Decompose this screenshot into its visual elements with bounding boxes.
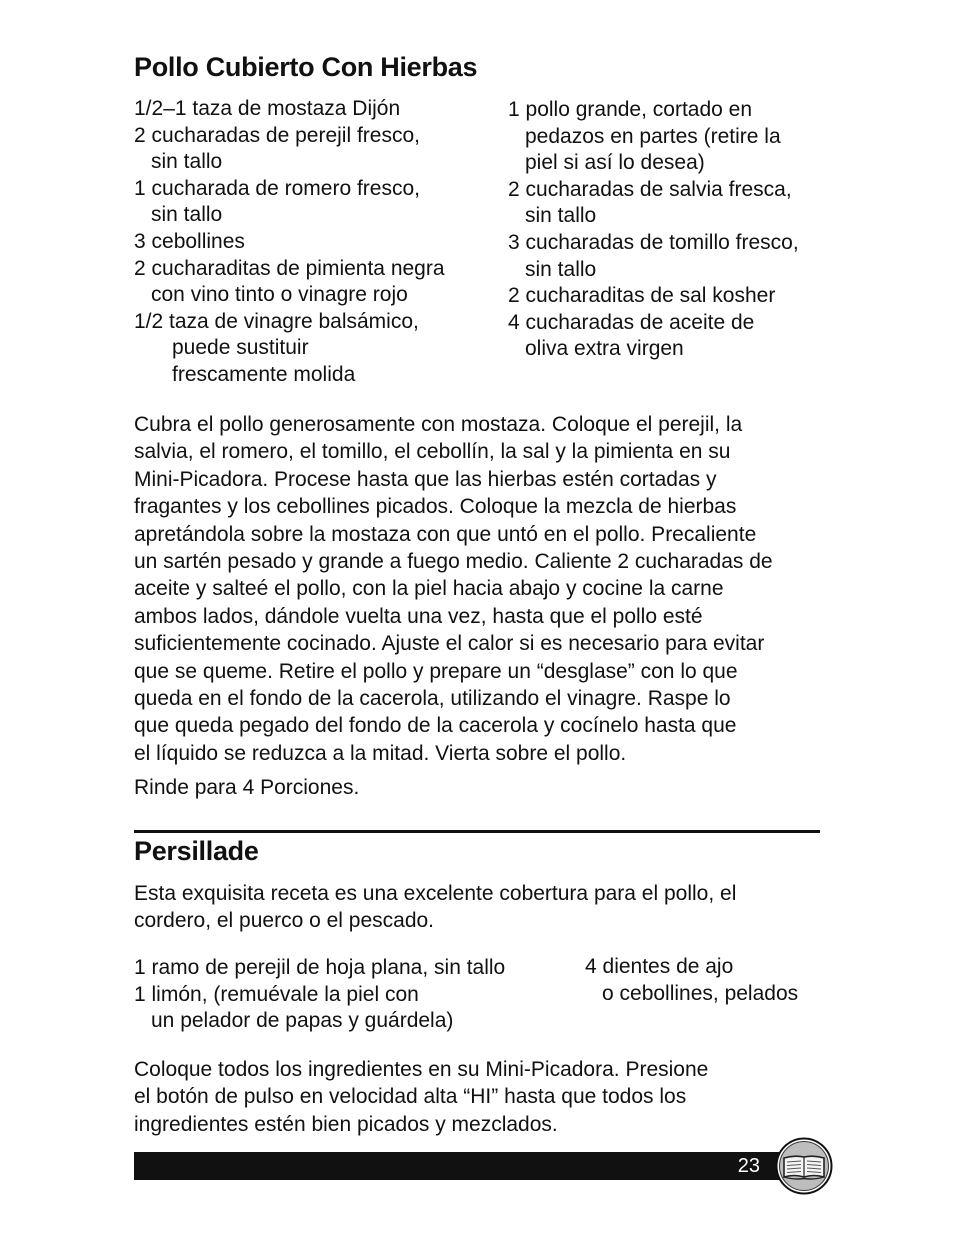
recipe-yield: Rinde para 4 Porciones. xyxy=(134,776,360,799)
ingredient-item: 1 limón, (remuévale la piel con un pelador de papas y guárdela) xyxy=(134,982,454,1033)
ingredient-item: 3 cucharadas de tomillo fresco, sin tallo xyxy=(508,230,799,281)
ingredient-item: 3 cebollines xyxy=(134,229,245,253)
ingredient-item: 1/2 taza de vinagre balsámico, puede sustituir frescamente molida xyxy=(134,309,419,386)
recipe-book-icon xyxy=(775,1137,833,1195)
ingredients-right-column xyxy=(585,954,798,1007)
ingredient-item: 1/2–1 taza de mostaza Dijón xyxy=(134,97,401,120)
footer-bar xyxy=(134,1152,794,1180)
ingredients-left-column xyxy=(134,955,505,1035)
ingredient-item: 2 cucharaditas de sal kosher xyxy=(508,284,776,308)
section-divider xyxy=(134,830,820,833)
ingredient-item: 4 dientes de ajo o cebollines, pelados xyxy=(585,955,799,1005)
ingredient-item: 2 cucharadas de perejil fresco, sin tallo xyxy=(134,123,420,174)
recipe-title-persillade: Persillade xyxy=(134,836,259,866)
ingredient-item: 4 cucharadas de aceite de oliva extra virgen xyxy=(508,310,755,361)
recipe-instructions: Cubra el pollo generosamente con mostaza. Coloque el perejil, la salvia, el romero, el tomillo, el cebollín, la sal y la pimienta en su Mini-Picadora. Procese hasta que las hierbas estén cortadas y fragantes y los cebollines picados. Coloque la mezcla de hierbas apretándola sobre la mostaza con que untó en el pollo. Precaliente un sartén pesado y grande a fuego medio. Caliente 2 cucharadas de aceite y salteé el pollo, con la piel hacia abajo y cocine la carne ambos lados, dándole vuelta una vez, hasta que el pollo esté suficientemente cocinado. Ajuste el calor si es necesario para evitar que se queme. Retire el pollo y prepare un “desglase” con lo que queda en el fondo de la cacerola, utilizando el vinagre. Raspe lo que queda pegado del fondo de la cacerola y cocínelo hasta que el líquido se reduzca a la mitad. Vierta sobre el pollo. xyxy=(134,413,773,765)
ingredients-left-column xyxy=(134,96,445,389)
ingredient-item: 2 cucharadas de salvia fresca, sin tallo xyxy=(508,177,792,228)
page-number: 23 xyxy=(737,1155,760,1177)
ingredient-item: 1 ramo de perejil de hoja plana, sin tallo xyxy=(134,956,506,979)
recipe-intro: Esta exquisita receta es una excelente cobertura para el pollo, el cordero, el puerco o el pescado. xyxy=(134,882,737,933)
ingredient-item: 1 cucharada de romero fresco, sin tallo xyxy=(134,176,420,227)
ingredients-right-column xyxy=(508,97,799,363)
ingredient-item: 2 cucharaditas de pimienta negra con vino tinto o vinagre rojo xyxy=(134,256,445,307)
recipe-title-pollo: Pollo Cubierto Con Hierbas xyxy=(134,52,478,82)
recipe-instructions: Coloque todos los ingredientes en su Mini-Picadora. Presione el botón de pulso en velocidad alta “HI” hasta que todos los ingredientes estén bien picados y mezclados. xyxy=(134,1058,709,1136)
ingredient-item: 1 pollo grande, cortado en pedazos en partes (retire la piel si así lo desea) xyxy=(508,98,781,175)
